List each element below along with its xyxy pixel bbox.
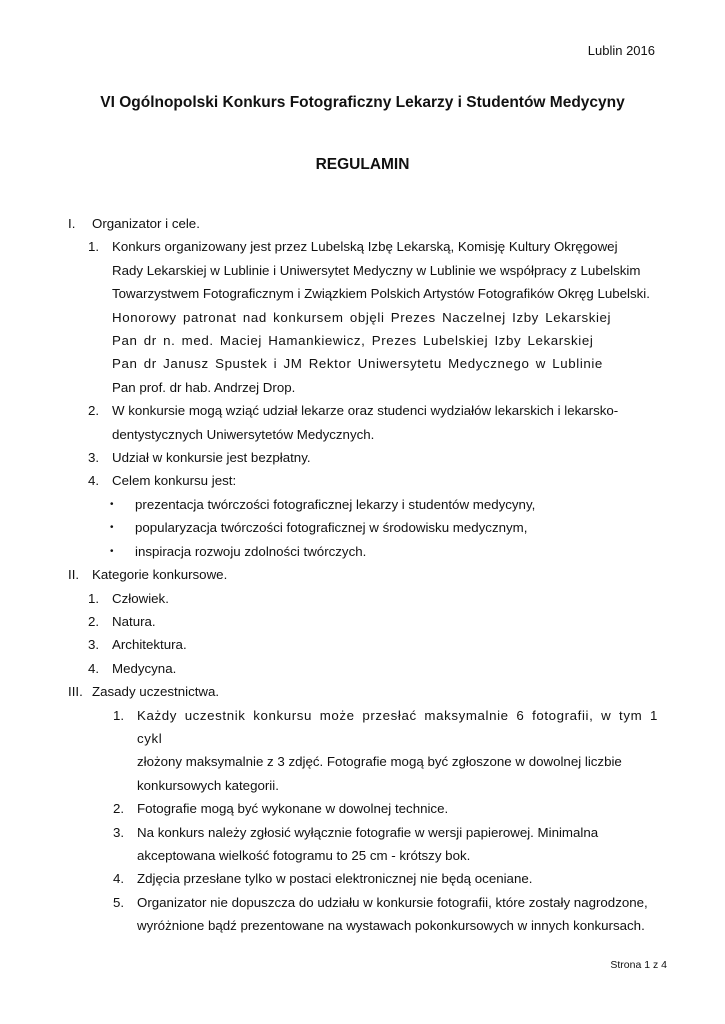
text-line: Zdjęcia przesłane tylko w postaci elektronicznej nie będą oceniane. (137, 871, 533, 887)
list-item (68, 399, 658, 446)
document-title: VI Ogólnopolski Konkurs Fotograficzny Lekarzy i Studentów Medycyny (100, 94, 625, 111)
list-item (68, 704, 658, 798)
text-line: Każdy uczestnik konkursu może przesłać maksymalnie 6 fotografii, w tym 1 cykl (137, 707, 658, 746)
text-line: Pan prof. dr hab. Andrzej Drop. (112, 379, 296, 395)
section-title: Kategorie konkursowe. (92, 567, 228, 583)
text-line: Towarzystwem Fotograficznym i Związkiem Polskich Artystów Fotografików Okręg Lubelski. (112, 286, 650, 302)
item-text (137, 704, 658, 798)
bullet-item (68, 540, 658, 563)
text-line: Pan dr Janusz Spustek i JM Rektor Uniwersytetu Medycznego w Lublinie (112, 356, 603, 372)
section-title: Organizator i cele. (92, 216, 200, 231)
text-line: konkursowych kategorii. (137, 777, 279, 793)
text-line: Na konkurs należy zgłosić wyłącznie fotografie w wersji papierowej. Minimalna (137, 824, 599, 840)
list-item (68, 867, 658, 890)
text-line: Udział w konkursie jest bezpłatny. (112, 450, 311, 466)
item-text: Natura. (112, 613, 156, 629)
item-text: Architektura. (112, 637, 187, 653)
text-line: akceptowana wielkość fotogramu to 25 cm - krótszy bok. (137, 847, 471, 863)
document-subtitle: REGULAMIN (315, 156, 410, 173)
text-line: Organizator nie dopuszcza do udziału w konkursie fotografii, które zostały nagrodzone, (137, 894, 648, 910)
text-line: Konkurs organizowany jest przez Lubelską Izbę Lekarską, Komisję Kultury Okręgowej (112, 239, 618, 255)
list-item (68, 657, 658, 680)
item-number: 2. (88, 613, 100, 629)
list-item (68, 891, 658, 938)
section-heading (68, 212, 658, 235)
text-line: Rady Lekarskiej w Lublinie i Uniwersytet Medyczny w Lublinie we współpracy z Lubelskim (112, 262, 641, 278)
item-text (112, 399, 658, 446)
bullet-icon: • (110, 498, 114, 510)
item-number: 5. (113, 894, 125, 910)
item-text (137, 797, 658, 820)
item-text (112, 469, 658, 492)
section-number: I. (68, 216, 76, 231)
document-body (68, 212, 658, 938)
list-item (68, 446, 658, 469)
list-item (68, 633, 658, 656)
item-number: 4. (88, 473, 100, 489)
text-line: Honorowy patronat nad konkursem objęli Prezes Naczelnej Izby Lekarskiej (112, 309, 612, 325)
list-item (68, 821, 658, 868)
text-line: W konkursie mogą wziąć udział lekarze oraz studenci wydziałów lekarskich i lekarsko- (112, 403, 619, 419)
item-number: 1. (88, 239, 100, 255)
bullet-icon: • (110, 522, 114, 534)
item-text (112, 235, 658, 399)
bullet-item (68, 493, 658, 516)
item-number: 4. (88, 660, 100, 676)
bullet-item (68, 516, 658, 539)
item-text (137, 821, 658, 868)
bullet-text: popularyzacja twórczości fotograficznej w środowisku medycznym, (135, 520, 528, 536)
document-date: Lublin 2016 (587, 43, 655, 58)
text-line: dentystycznych Uniwersytetów Medycznych. (112, 426, 375, 442)
list-item (68, 235, 658, 399)
item-text (137, 867, 658, 890)
item-number: 2. (113, 801, 125, 817)
page-number: Strona 1 z 4 (610, 959, 667, 971)
section-heading (68, 680, 658, 703)
list-item (68, 587, 658, 610)
section-number: II. (68, 567, 80, 583)
list-item (68, 469, 658, 492)
list-item (68, 610, 658, 633)
item-number: 3. (113, 824, 125, 840)
text-line: wyróżnione bądź prezentowane na wystawach pokonkursowych w innych konkursach. (137, 918, 645, 934)
text-line: Fotografie mogą być wykonane w dowolnej technice. (137, 801, 449, 817)
section-number: III. (68, 684, 83, 700)
item-text (137, 891, 658, 938)
list-item (68, 797, 658, 820)
item-number: 2. (88, 403, 100, 419)
item-number: 3. (88, 637, 100, 653)
bullet-icon: • (110, 545, 114, 557)
item-number: 1. (88, 590, 100, 606)
item-number: 1. (113, 707, 125, 723)
item-text (112, 446, 658, 469)
section-title: Zasady uczestnictwa. (92, 684, 220, 700)
text-line: złożony maksymalnie z 3 zdjęć. Fotografie mogą być zgłoszone w dowolnej liczbie (137, 754, 622, 770)
section-heading (68, 563, 658, 586)
text-line: Celem konkursu jest: (112, 473, 237, 489)
item-number: 4. (113, 871, 125, 887)
bullet-text: inspiracja rozwoju zdolności twórczych. (135, 543, 367, 559)
item-text: Medycyna. (112, 660, 177, 676)
item-number: 3. (88, 450, 100, 466)
item-text: Człowiek. (112, 590, 169, 606)
bullet-text: prezentacja twórczości fotograficznej lekarzy i studentów medycyny, (135, 496, 536, 512)
text-line: Pan dr n. med. Maciej Hamankiewicz, Prezes Lubelskiej Izby Lekarskiej (112, 333, 594, 349)
